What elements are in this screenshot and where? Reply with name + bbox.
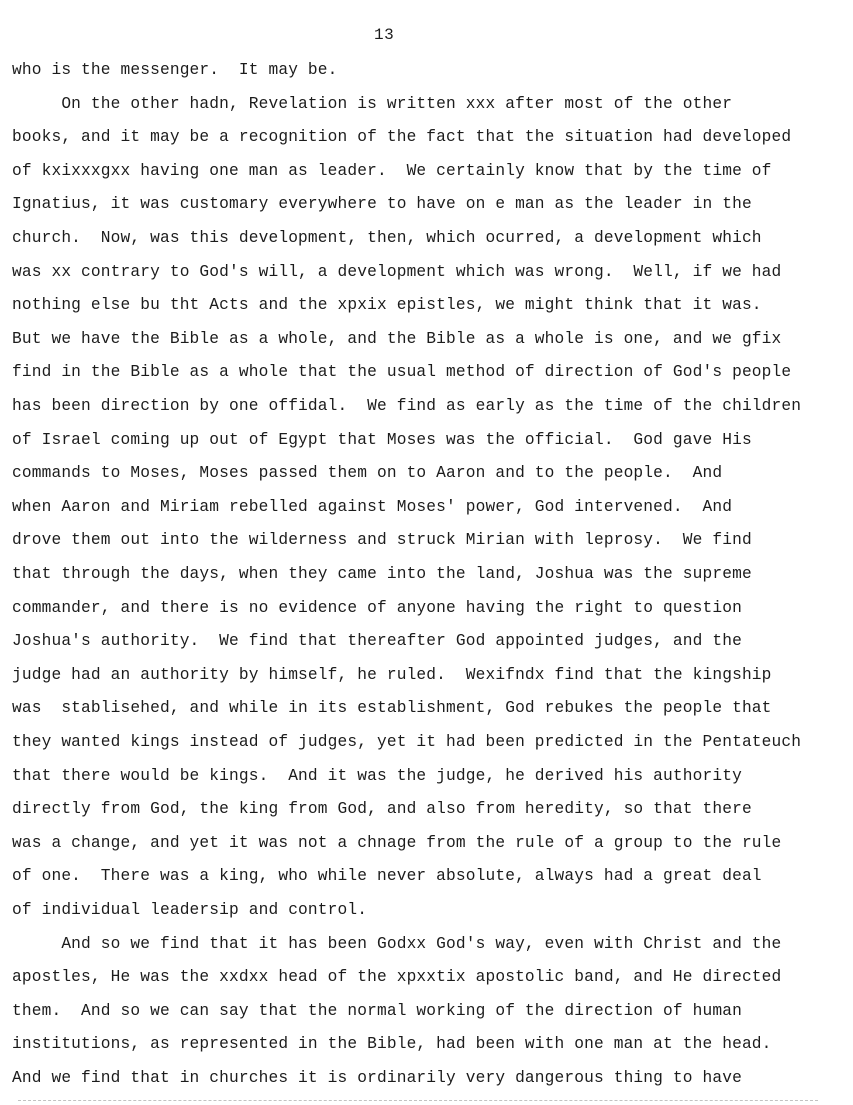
text-line: And we find that in churches it is ordinarily very dangerous thing to have	[12, 1069, 742, 1087]
text-line: was stablisehed, and while in its establishment, God rebukes the people that	[12, 699, 772, 718]
text-line: commander, and there is no evidence of anyone having the right to question	[12, 598, 742, 617]
text-line: was xx contrary to God's will, a development which was wrong. Well, if we had	[12, 262, 782, 281]
page-bottom-edge	[18, 1100, 818, 1101]
text-line: of individual leadersip and control.	[12, 901, 368, 919]
text-line: On the other hadn, Revelation is written xxx after most of the other	[12, 94, 733, 113]
text-line: nothing else bu tht Acts and the xpxix epistles, we might think that it was.	[12, 296, 762, 315]
text-line: institutions, as represented in the Bible, had been with one man at the head.	[12, 1035, 772, 1054]
text-line: them. And so we can say that the normal working of the direction of human	[12, 1001, 742, 1020]
text-line: drove them out into the wilderness and struck Mirian with leprosy. We find	[12, 531, 752, 550]
text-line: judge had an authority by himself, he ruled. Wexifndx find that the kingship	[12, 665, 772, 684]
text-line: books, and it may be a recognition of the fact that the situation had developed	[12, 128, 792, 147]
text-line: was a change, and yet it was not a chnage from the rule of a group to the rule	[12, 833, 782, 852]
text-line: who is the messenger. It may be.	[12, 61, 338, 79]
text-line: of Israel coming up out of Egypt that Moses was the official. God gave His	[12, 430, 752, 449]
text-line: directly from God, the king from God, and also from heredity, so that there	[12, 800, 752, 819]
text-line: that through the days, when they came into the land, Joshua was the supreme	[12, 565, 752, 583]
text-line: find in the Bible as a whole that the usual method of direction of God's people	[12, 363, 792, 382]
text-line: has been direction by one offidal. We find as early as the time of the children	[12, 397, 802, 415]
text-line: when Aaron and Miriam rebelled against Moses' power, God intervened. And	[12, 497, 733, 516]
text-line: that there would be kings. And it was the judge, he derived his authority	[12, 766, 742, 785]
text-line: Joshua's authority. We find that thereafter God appointed judges, and the	[12, 632, 742, 651]
text-line: And so we find that it has been Godxx God's way, even with Christ and the	[12, 934, 782, 953]
text-line: they wanted kings instead of judges, yet it had been predicted in the Pentateuch	[12, 733, 802, 751]
page-number: 13	[374, 26, 395, 44]
text-line: Ignatius, it was customary everywhere to have on e man as the leader in the	[12, 195, 752, 214]
text-line: apostles, He was the xxdxx head of the xpxxtix apostolic band, and He directed	[12, 968, 782, 987]
text-line: commands to Moses, Moses passed them on to Aaron and to the people. And	[12, 464, 723, 483]
text-line: of one. There was a king, who while never absolute, always had a great deal	[12, 867, 762, 886]
text-line: But we have the Bible as a whole, and the Bible as a whole is one, and we gfix	[12, 329, 782, 348]
text-line: of kxixxxgxx having one man as leader. We certainly know that by the time of	[12, 161, 772, 180]
text-line: church. Now, was this development, then, which ocurred, a development which	[12, 229, 762, 247]
